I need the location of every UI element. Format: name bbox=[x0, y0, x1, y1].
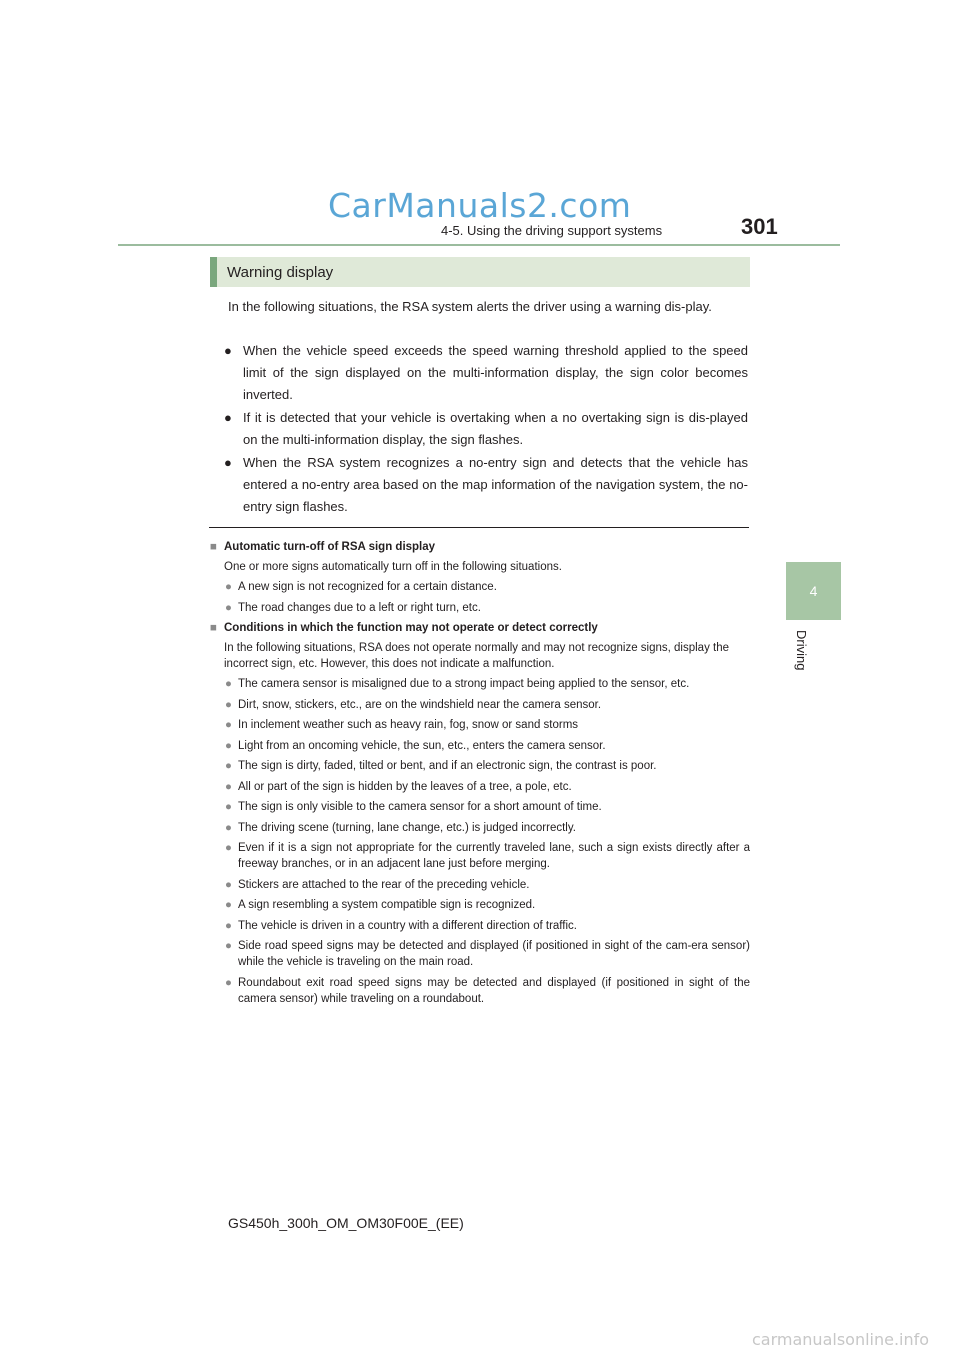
list-item: ● Roundabout exit road speed signs may be detected and displayed (if positioned in sight of the camera sensor) while traveling on a roundabout. bbox=[225, 976, 750, 1005]
warning-display-heading: Warning display bbox=[210, 257, 750, 287]
note-list bbox=[210, 579, 750, 616]
list-item: ● Side road speed signs may be detected and displayed (if positioned in sight of the cam-era sensor) while the vehicle is traveling on the main road. bbox=[225, 940, 750, 968]
list-item: ● The vehicle is driven in a country with a different direction of traffic. bbox=[225, 919, 577, 932]
chapter-tab[interactable] bbox=[786, 562, 841, 620]
bullet-icon: ● bbox=[224, 343, 232, 358]
list-item: ● A new sign is not recognized for a certain distance. bbox=[225, 581, 497, 593]
bullet-icon: ● bbox=[225, 581, 232, 593]
square-bullet-icon: ■ bbox=[210, 622, 217, 634]
square-bullet-icon: ■ bbox=[210, 541, 217, 553]
list-item: ● When the vehicle speed exceeds the speed warning threshold applied to the speed limit of the sign displayed on the multi-information display, the sign color becomes inverted. bbox=[224, 340, 748, 406]
section-divider bbox=[209, 527, 749, 528]
bullet-icon: ● bbox=[225, 698, 232, 711]
bullet-icon: ● bbox=[224, 455, 232, 470]
document-code: GS450h_300h_OM_OM30F00E_(EE) bbox=[228, 1215, 464, 1231]
list-item: ● A sign resembling a system compatible sign is recognized. bbox=[225, 899, 536, 911]
warning-display-list bbox=[224, 340, 748, 519]
bullet-icon: ● bbox=[225, 719, 232, 731]
list-item: ● If it is detected that your vehicle is overtaking when a no overtaking sign is dis-played on the multi-information display, the sign flashes. bbox=[224, 407, 748, 451]
bullet-icon: ● bbox=[225, 780, 232, 793]
bullet-icon: ● bbox=[225, 601, 232, 614]
bullet-icon: ● bbox=[225, 976, 232, 989]
note-heading: ■ Conditions in which the function may not operate or detect correctly bbox=[210, 622, 598, 634]
bullet-icon: ● bbox=[225, 842, 232, 854]
bullet-icon: ● bbox=[225, 801, 232, 813]
bullet-icon: ● bbox=[225, 899, 232, 911]
list-item: ● The sign is dirty, faded, tilted or bent, and if an electronic sign, the contrast is poor. bbox=[225, 760, 657, 772]
chapter-number: 4 bbox=[809, 583, 818, 599]
list-item: ● The road changes due to a left or right turn, etc. bbox=[225, 601, 481, 614]
list-item: ● The driving scene (turning, lane change, etc.) is judged incorrectly. bbox=[225, 821, 576, 834]
note-lead: One or more signs automatically turn off in the following situations. bbox=[224, 561, 562, 573]
warning-display-intro: In the following situations, the RSA system alerts the driver using a warning dis-play. bbox=[228, 299, 712, 314]
header-rule bbox=[118, 244, 840, 246]
bullet-icon: ● bbox=[225, 760, 232, 772]
notes-section bbox=[210, 539, 750, 1011]
watermark-logo-top: CarManuals2.com bbox=[328, 186, 632, 225]
bullet-icon: ● bbox=[225, 940, 232, 952]
page-number: 301 bbox=[741, 214, 778, 239]
list-item: ● Even if it is a sign not appropriate for the currently traveled lane, such a sign exists directly after a freeway branches, or in an adjacent lane just before merging. bbox=[225, 842, 750, 870]
list-item: ● In inclement weather such as heavy rain, fog, snow or sand storms bbox=[225, 719, 579, 731]
watermark-footer: carmanualsonline.info bbox=[752, 1330, 930, 1349]
list-item: ● All or part of the sign is hidden by the leaves of a tree, a pole, etc. bbox=[225, 780, 572, 793]
section-title: 4-5. Using the driving support systems bbox=[441, 223, 663, 238]
bullet-icon: ● bbox=[225, 678, 232, 690]
note-lead: In the following situations, RSA does not operate normally and may not recognize signs, display the incorrect sign, etc. However, this does not indicate a malfunction. bbox=[224, 642, 730, 670]
list-item: ● The camera sensor is misaligned due to a strong impact being applied to the sensor, etc. bbox=[225, 678, 690, 690]
list-item: ● Dirt, snow, stickers, etc., are on the windshield near the camera sensor. bbox=[225, 698, 602, 711]
note-heading: ■ Automatic turn-off of RSA sign display bbox=[210, 541, 436, 553]
list-item: ● When the RSA system recognizes a no-entry sign and detects that the vehicle has entered a no-entry area based on the map information of the navigation system, the no-entry sign flashes. bbox=[224, 452, 748, 518]
list-item: ● The sign is only visible to the camera sensor for a short amount of time. bbox=[225, 801, 602, 813]
bullet-icon: ● bbox=[225, 919, 232, 932]
note-list bbox=[210, 676, 750, 1007]
list-item: ● Stickers are attached to the rear of the preceding vehicle. bbox=[225, 878, 530, 891]
bullet-icon: ● bbox=[225, 821, 232, 834]
bullet-icon: ● bbox=[225, 878, 232, 891]
bullet-icon: ● bbox=[224, 410, 232, 425]
bullet-icon: ● bbox=[225, 739, 232, 752]
chapter-label: Driving bbox=[794, 630, 809, 671]
list-item: ● Light from an oncoming vehicle, the sun, etc., enters the camera sensor. bbox=[225, 739, 606, 752]
